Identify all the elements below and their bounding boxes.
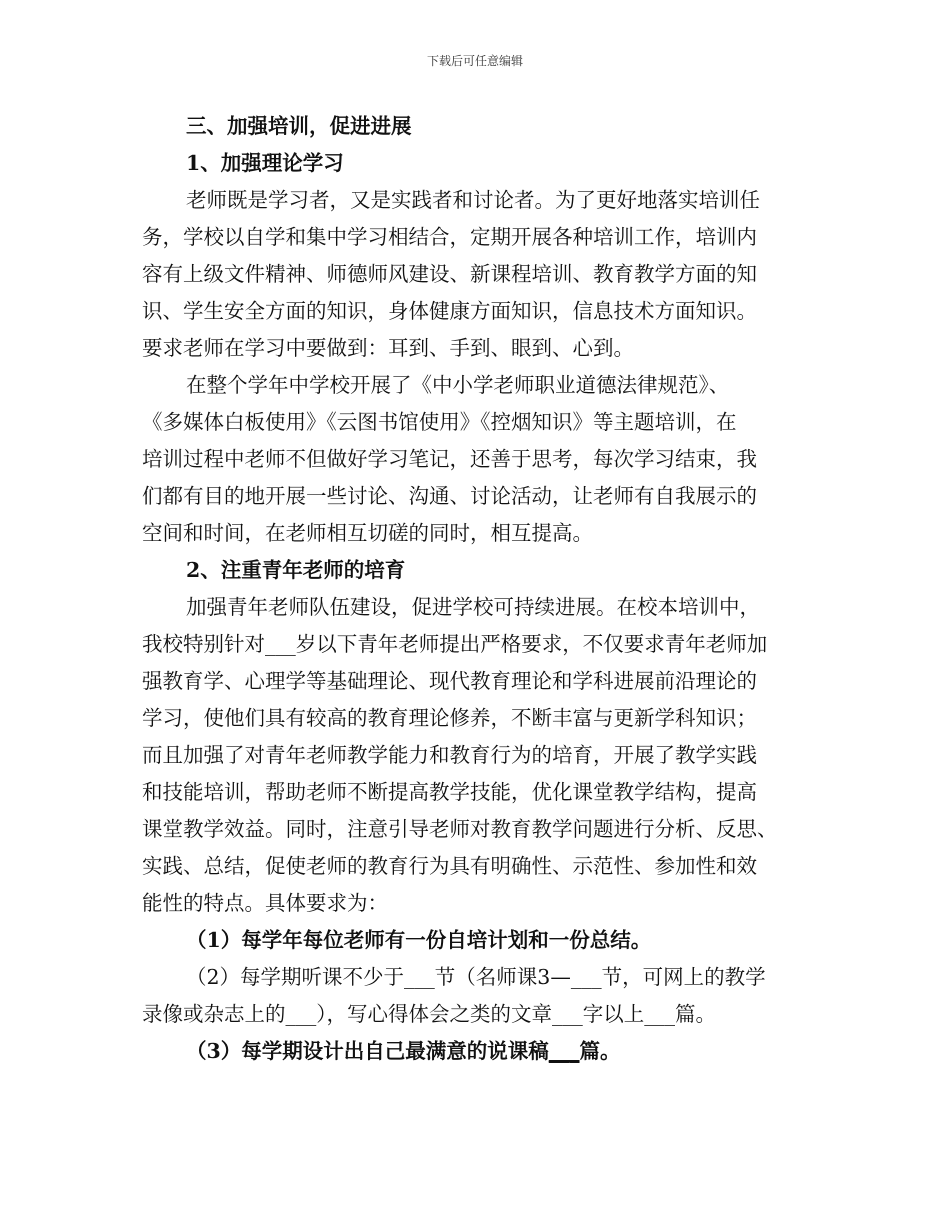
paragraph-line: 学习，使他们具有较高的教育理论修养，不断丰富与更新学科知识； bbox=[142, 706, 757, 730]
paragraph-line: 能性的特点。具体要求为： bbox=[142, 891, 388, 915]
paragraph-line: 务，学校以自学和集中学习相结合，定期开展各种培训工作，培训内 bbox=[142, 225, 757, 249]
paragraph-line: 而且加强了对青年老师教学能力和教育行为的培育，开展了教学实践 bbox=[142, 743, 757, 767]
requirement-item-2-line: 录像或杂志上的___），写心得体会之类的文章___字以上___篇。 bbox=[142, 1002, 716, 1026]
requirement-item-3-text: （3）每学期设计出自己最满意的说课稿 bbox=[186, 1039, 549, 1063]
paragraph-line: 容有上级文件精神、师德师风建设、新课程培训、教育教学方面的知 bbox=[142, 262, 757, 286]
paragraph-line: 加强青年老师队伍建设，促进学校可持续进展。在校本培训中， bbox=[186, 595, 760, 619]
paragraph-line: 和技能培训，帮助老师不断提高教学技能，优化课堂教学结构，提高 bbox=[142, 780, 757, 804]
paragraph-line: 识、学生安全方面的知识，身体健康方面知识，信息技术方面知识。 bbox=[142, 299, 757, 323]
paragraph-line: 强教育学、心理学等基础理论、现代教育理论和学科进展前沿理论的 bbox=[142, 669, 757, 693]
subheading-theory-study: 1、加强理论学习 bbox=[186, 151, 344, 175]
requirement-item-3-end: 篇。 bbox=[579, 1039, 621, 1063]
paragraph-line: 在整个学年中学校开展了《中小学老师职业道德法律规范》、 bbox=[186, 373, 730, 397]
paragraph-line: 要求老师在学习中要做到：耳到、手到、眼到、心到。 bbox=[142, 336, 634, 360]
paragraph-line: 实践、总结，促使老师的教育行为具有明确性、示范性、参加性和效 bbox=[142, 854, 757, 878]
requirement-item-1: （1）每学年每位老师有一份自培计划和一份总结。 bbox=[186, 928, 652, 952]
paragraph-line: 们都有目的地开展一些讨论、沟通、讨论活动，让老师有自我展示的 bbox=[142, 484, 757, 508]
paragraph-line: 培训过程中老师不但做好学习笔记，还善于思考，每次学习结束，我 bbox=[142, 447, 757, 471]
requirement-item-2-line: （2）每学期听课不少于___节（名师课3—___节，可网上的教学 bbox=[186, 965, 766, 989]
requirement-item-3-blank: ___ bbox=[548, 1039, 580, 1063]
paragraph-line: 空间和时间，在老师相互切磋的同时，相互提高。 bbox=[142, 521, 593, 545]
requirement-item-3 bbox=[142, 1033, 814, 1070]
paragraph-line: 课堂教学效益。同时，注意引导老师对教育教学问题进行分析、反思、 bbox=[142, 817, 778, 841]
paragraph-line: 《多媒体白板使用》《云图书馆使用》《控烟知识》等主题培训，在 bbox=[142, 410, 737, 434]
subheading-young-teachers: 2、注重青年老师的培育 bbox=[186, 558, 406, 582]
paragraph-line: 我校特别针对___岁以下青年老师提出严格要求，不仅要求青年老师加 bbox=[142, 632, 768, 656]
page-header: 下载后可任意编辑 bbox=[426, 54, 523, 68]
paragraph-line: 老师既是学习者，又是实践者和讨论者。为了更好地落实培训任 bbox=[186, 188, 760, 212]
document-body bbox=[142, 108, 814, 1070]
section-heading: 三、加强培训，促进进展 bbox=[186, 114, 412, 138]
